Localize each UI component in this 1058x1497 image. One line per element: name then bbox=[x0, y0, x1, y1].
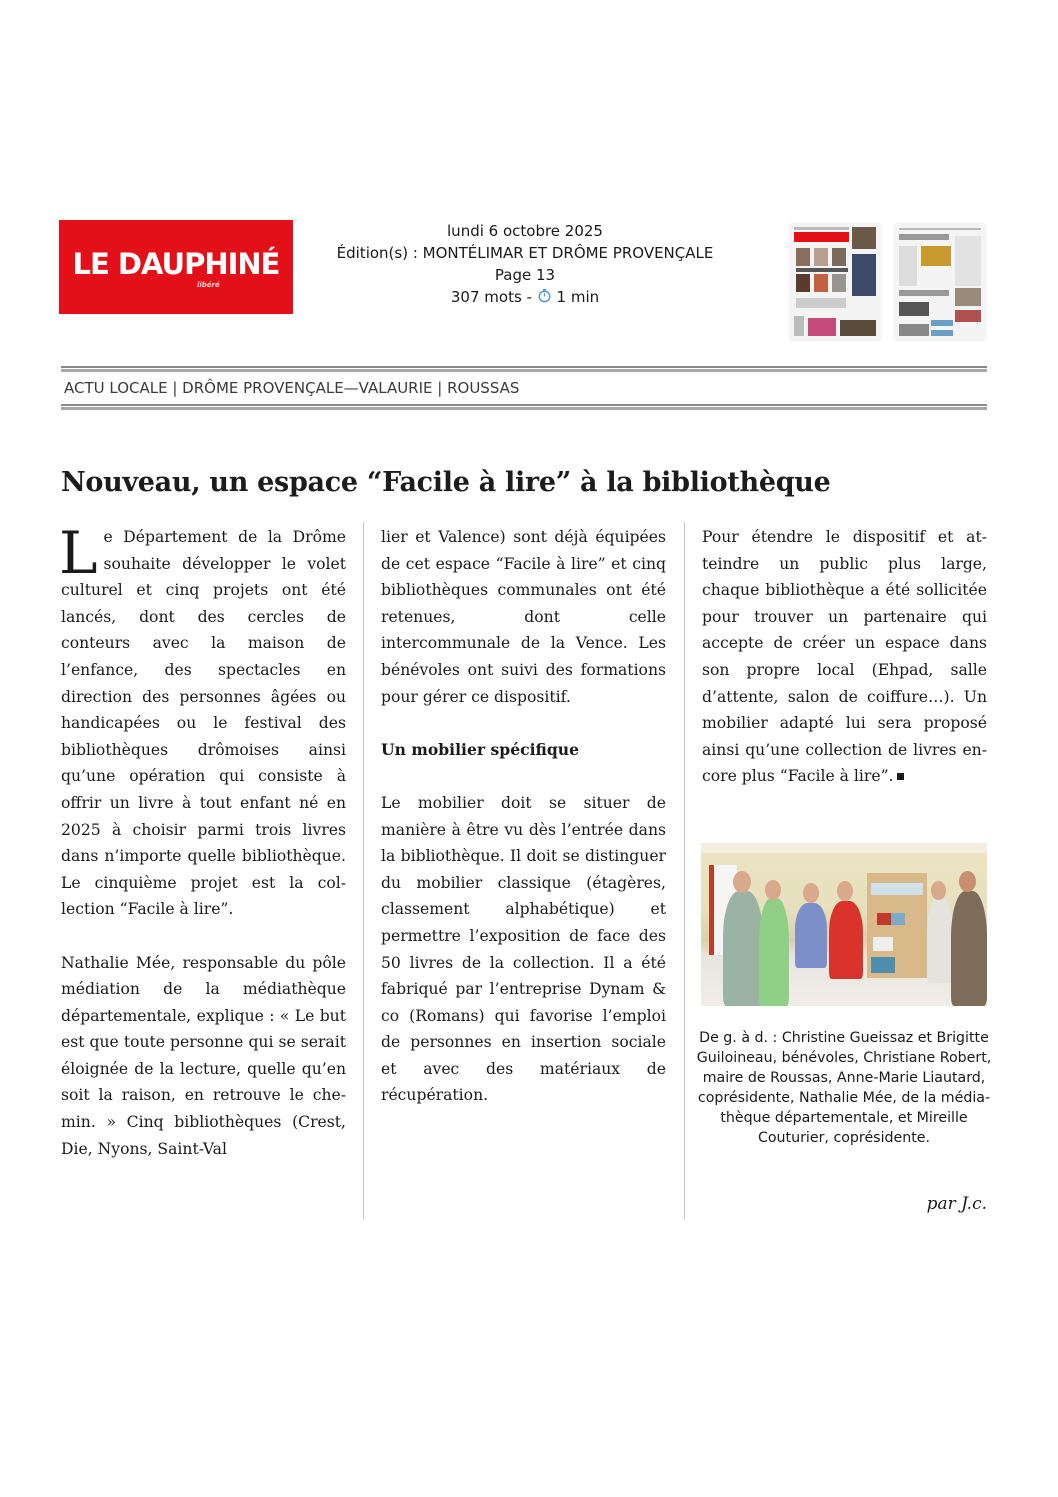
stopwatch-icon bbox=[537, 288, 552, 303]
article-paragraph: Nathalie Mée, responsable du pôle médiation de la médiathèque départementale, explique : « Le but est que toute personne qui se serait éloignée de la lecture, quelle qu’en soit la raison, en retrouve le chemin. » Cinq bibliothèques (Crest, Die, Nyons, Saint-Val bbox=[61, 953, 346, 1158]
article-photo[interactable] bbox=[701, 843, 987, 1006]
logo-brand-text: LE DAUPHINÉ bbox=[72, 247, 280, 281]
word-count: 307 mots - bbox=[450, 288, 532, 306]
logo-sub-text: libéré bbox=[197, 281, 220, 289]
column-divider bbox=[363, 522, 364, 1220]
article-paragraph bbox=[59, 519, 346, 923]
article-subheading: Un mobilier spécifique bbox=[381, 739, 580, 759]
section-bottom-rule bbox=[61, 404, 987, 410]
article-paragraph: lier et Valence) sont déjà équipées de cet espace “Facile à lire” et cinq bibliothèques communales ont été retenues, dont celle intercommunale de la Vence. Les bénévoles ont suivi des formations pour gérer ce dispositif. bbox=[381, 528, 666, 706]
reading-time: 1 min bbox=[556, 288, 600, 306]
article-meta bbox=[300, 220, 750, 308]
publication-date: lundi 6 octobre 2025 bbox=[447, 222, 603, 240]
photo-caption: De g. à d. : Christine Gueissaz et Brigitte Guiloineau, bénévoles, Christiane Robert, maire de Roussas, Anne-Marie Liautard, coprésidente, Nathalie Mée, de la médiathèque départementale, et Mireille Couturier, coprésidente. bbox=[696, 1030, 992, 1146]
end-of-article-mark bbox=[897, 773, 904, 780]
article-column-3 bbox=[702, 524, 987, 790]
page-number: Page 13 bbox=[494, 266, 556, 284]
front-page-thumbnail[interactable] bbox=[790, 224, 880, 340]
reading-info bbox=[300, 286, 750, 308]
newspaper-logo bbox=[59, 220, 293, 314]
section-top-rule bbox=[61, 366, 987, 372]
drop-cap: L bbox=[59, 519, 98, 587]
article-byline: par J.c. bbox=[926, 1194, 987, 1214]
paragraph-text: Pour étendre le dispositif et atteindre un public plus large, chaque bibliothèque a été sollicitée pour trouver un partenaire qui accepte de créer un espace dans son propre local (Ehpad, salle d’attente, salon de coiffure…). Un mobilier adapté lui sera proposé ainsi qu’une collection de livres encore plus “Facile à lire”. bbox=[702, 528, 987, 786]
column-divider bbox=[684, 522, 685, 1220]
article-column-1 bbox=[59, 519, 346, 1162]
article-page-thumbnail[interactable] bbox=[895, 224, 985, 340]
edition-label: Édition(s) : MONTÉLIMAR ET DRÔME PROVENÇALE bbox=[336, 244, 714, 262]
article-paragraph: Le mobilier doit se situer de manière à être vu dès l’entrée dans la bibliothèque. Il doit se distinguer du mobilier classique (étagères, classement alphabétique) et permettre l’exposition de face des 50 livres de la collection. Il a été fabriqué par l’entreprise Dynam & co (Romans) qui favorise l’emploi de personnes en insertion sociale et avec des matériaux de récupération. bbox=[381, 793, 666, 1105]
article-headline: Nouveau, un espace “Facile à lire” à la bibliothèque bbox=[61, 467, 831, 498]
paragraph-text: e Département de la Drôme souhaite développer le volet culturel et cinq projets ont été lancés, dont des cercles de conteurs avec la maison de l’enfance, des spectacles en direction des personnes âgées ou handicapées ou le festival des bibliothèques drômoises ainsi qu’une opération qui consiste à offrir un livre à tout enfant né en 2025 à choisir parmi trois livres dans n’importe quelle bibliothèque. Le cinquième projet est la collection “Facile à lire”. bbox=[61, 528, 346, 919]
section-breadcrumb: ACTU LOCALE | DRÔME PROVENÇALE—VALAURIE | ROUSSAS bbox=[64, 379, 520, 397]
article-paragraph bbox=[702, 524, 987, 790]
article-column-2 bbox=[381, 524, 666, 1109]
